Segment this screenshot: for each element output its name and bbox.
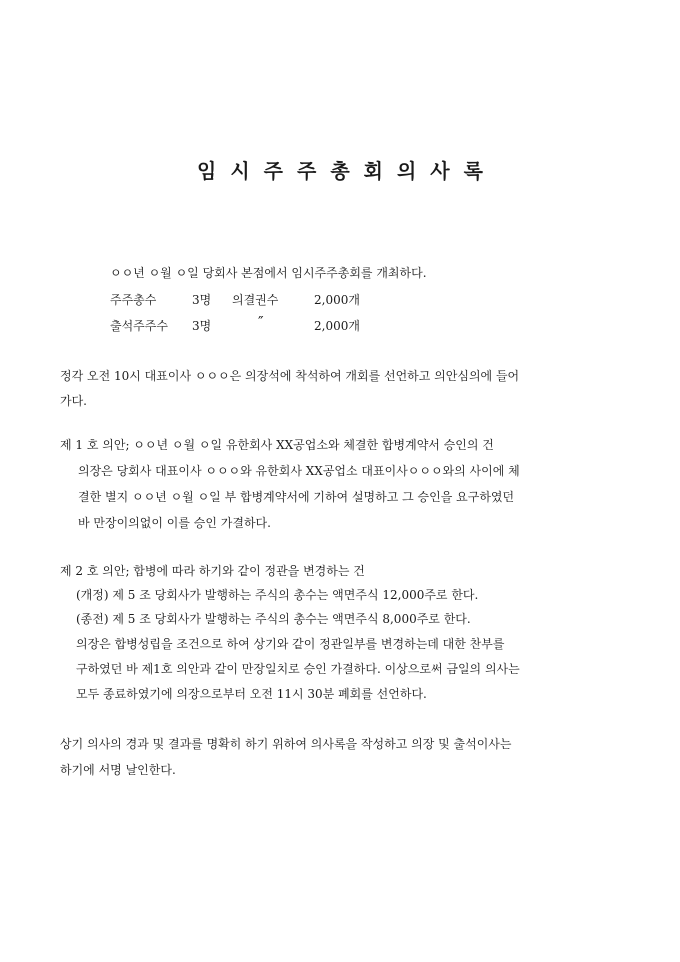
agenda-2-previous: (종전) 제 5 조 당회사가 발행하는 주식의 총수는 액면주식 8,000주로 한다. xyxy=(76,612,471,626)
agenda-2-line-3: 모두 종료하였기에 의장으로부터 오전 11시 30분 폐회를 선언하다. xyxy=(76,687,427,701)
votes-count: 2,000개 xyxy=(314,293,360,307)
attending-votes: 2,000개 xyxy=(314,319,360,333)
agenda-2-line-2: 구하였던 바 제1호 의안과 같이 만장일치로 승인 가결하다. 이상으로써 금일의 의사는 xyxy=(76,662,520,676)
attending-count: 3명 xyxy=(192,319,212,333)
agenda-1-line-2: 결한 별지 ㅇㅇ년 ㅇ월 ㅇ일 부 합병계약서에 기하여 설명하고 그 승인을 요구하였던 xyxy=(78,490,515,504)
agenda-1-line-3: 바 만장이의없이 이를 승인 가결하다. xyxy=(78,516,271,530)
intro-line: ㅇㅇ년 ㅇ월 ㅇ일 당회사 본점에서 임시주주총회를 개최하다. xyxy=(110,266,427,280)
closing-line-2: 하기에 서명 날인한다. xyxy=(60,763,176,777)
agenda-2-revised: (개정) 제 5 조 당회사가 발행하는 주식의 총수는 액면주식 12,000주로 한다. xyxy=(76,588,479,602)
document-title: 임시주주총회의사록 xyxy=(197,159,497,183)
attending-label: 출석주주수 xyxy=(110,319,168,333)
agenda-1-heading: 제 1 호 의안; ㅇㅇ년 ㅇ월 ㅇ일 유한회사 XX공업소와 체결한 합병계약서 승인의 건 xyxy=(60,438,494,452)
agenda-1-line-1: 의장은 당회사 대표이사 ㅇㅇㅇ와 유한회사 XX공업소 대표이사ㅇㅇㅇ와의 사이에 체 xyxy=(78,464,520,478)
ditto-mark: ″ xyxy=(258,313,264,331)
closing-line-1: 상기 의사의 경과 및 결과를 명확히 하기 위하여 의사록을 작성하고 의장 및 출석이사는 xyxy=(60,737,512,751)
votes-label: 의결권수 xyxy=(232,293,279,307)
opening-line-1: 정각 오전 10시 대표이사 ㅇㅇㅇ은 의장석에 착석하여 개회를 선언하고 의안심의에 들어 xyxy=(60,369,520,383)
agenda-2-line-1: 의장은 합병성립을 조건으로 하여 상기와 같이 정관일부를 변경하는데 대한 찬부를 xyxy=(76,637,505,651)
shareholders-label: 주주총수 xyxy=(110,293,157,307)
opening-line-2: 가다. xyxy=(60,394,87,408)
shareholders-count: 3명 xyxy=(192,293,212,307)
agenda-2-heading: 제 2 호 의안; 합병에 따라 하기와 같이 정관을 변경하는 건 xyxy=(60,564,365,578)
